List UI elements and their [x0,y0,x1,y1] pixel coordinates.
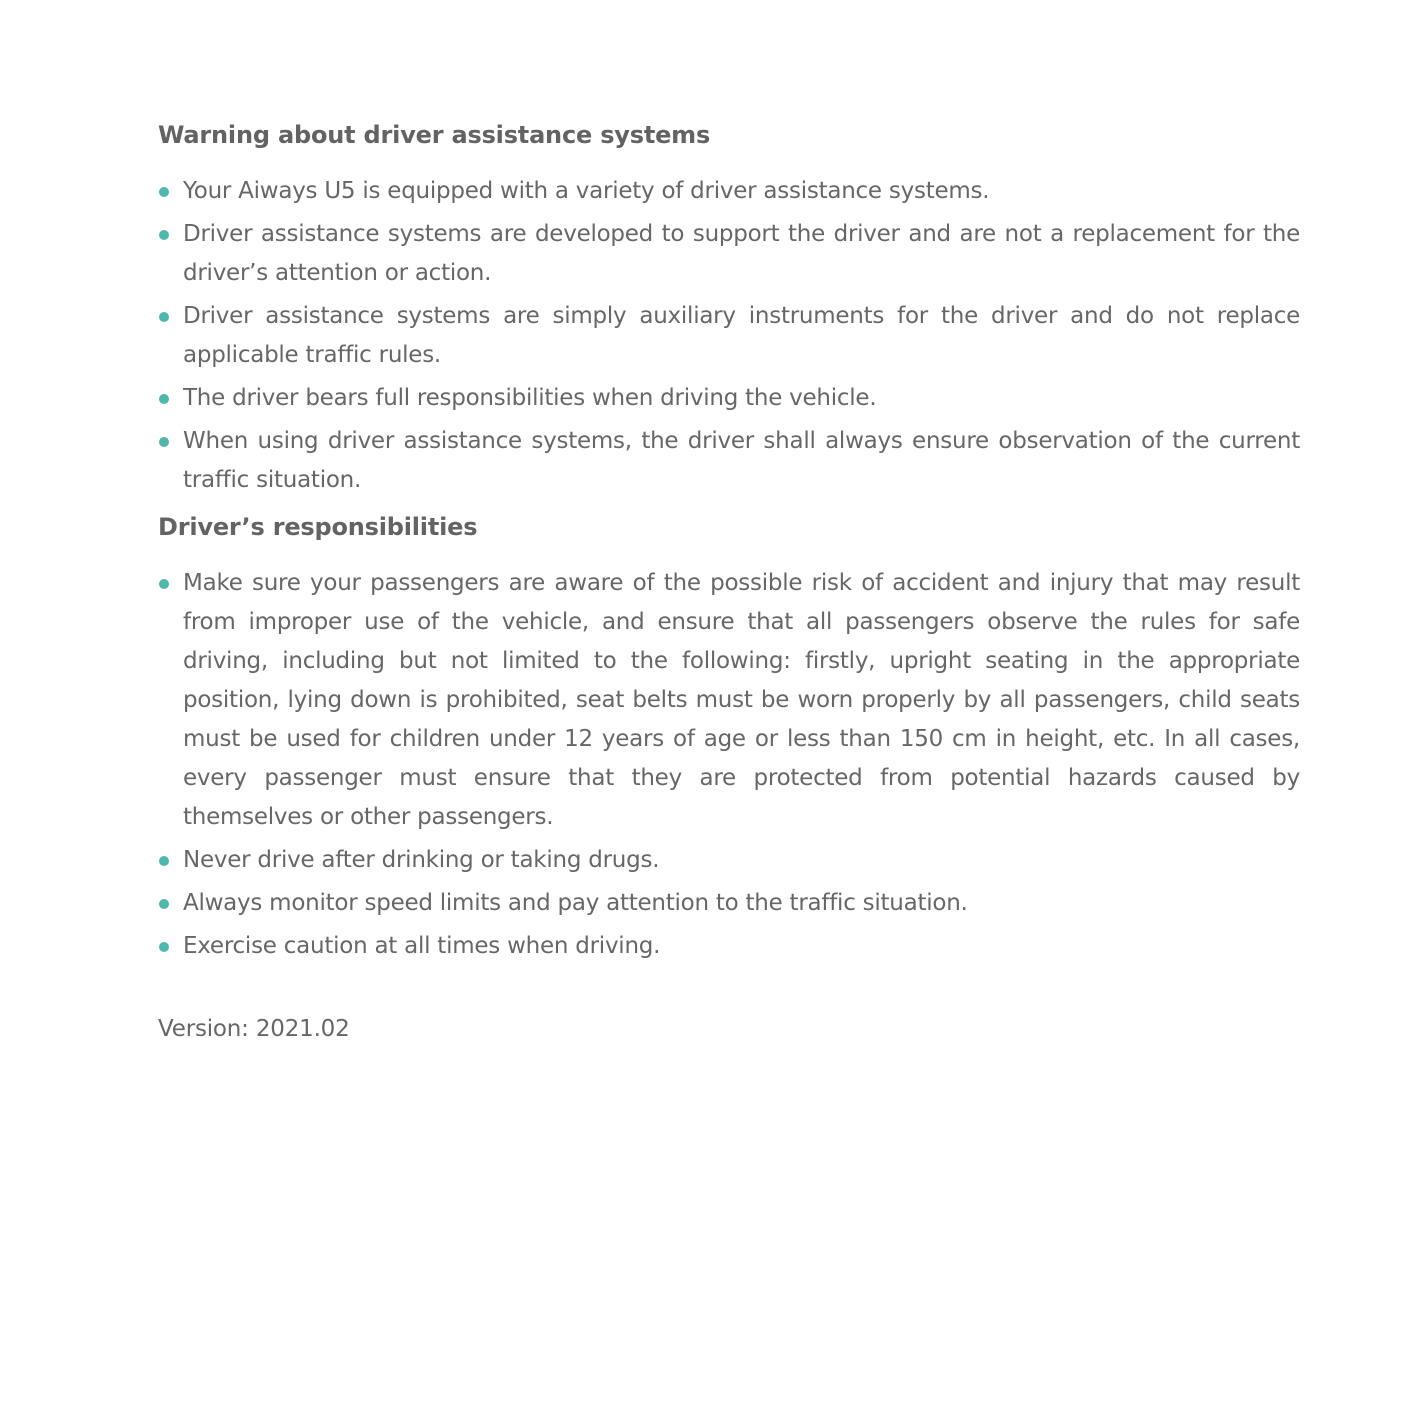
list-item [158,422,1300,500]
document-page [158,118,1300,1049]
list-item [158,297,1300,375]
warning-list [158,172,1300,500]
list-item-text: Driver assistance systems are developed to support the driver and are not a replacement for the driver’s attention or action. [183,221,1300,286]
list-item-text: Driver assistance systems are simply auxiliary instruments for the driver and do not replace applicable traffic rules. [183,303,1300,368]
list-item-text: Exercise caution at all times when driving. [183,933,661,959]
list-item-text: Always monitor speed limits and pay attention to the traffic situation. [183,890,968,916]
section-heading-responsibilities: Driver’s responsibilities [158,513,478,541]
list-item-text: Never drive after drinking or taking drugs. [183,847,660,873]
list-item-text: When using driver assistance systems, the driver shall always ensure observation of the current traffic situation. [183,428,1300,493]
list-item [158,215,1300,293]
list-item [158,379,1300,418]
list-item [158,927,1300,966]
bullet-icon [159,942,169,952]
list-item-text: Make sure your passengers are aware of the possible risk of accident and injury that may result from improper use of the vehicle, and ensure that all passengers observe the rules for safe driving, including but not limited to the following: firstly, upright seating in the appropriate position, lying down is prohibited, seat belts must be worn properly by all passengers, child seats must be used for children under 12 years of age or less than 150 cm in height, etc. In all cases, every passenger must ensure that they are protected from potential hazards caused by themselves or other passengers. [183,570,1300,830]
bullet-icon [159,312,169,322]
list-item-text: The driver bears full responsibilities when driving the vehicle. [183,385,877,411]
bullet-icon [159,394,169,404]
bullet-icon [159,899,169,909]
bullet-icon [159,230,169,240]
bullet-icon [159,579,169,589]
bullet-icon [159,187,169,197]
list-item [158,884,1300,923]
bullet-icon [159,856,169,866]
list-item-text: Your Aiways U5 is equipped with a variety of driver assistance systems. [183,178,990,204]
list-item [158,841,1300,880]
version-label: Version: 2021.02 [158,1016,350,1042]
list-item [158,172,1300,211]
bullet-icon [159,437,169,447]
section-heading-warning: Warning about driver assistance systems [158,121,711,149]
responsibilities-list [158,564,1300,966]
list-item [158,564,1300,837]
